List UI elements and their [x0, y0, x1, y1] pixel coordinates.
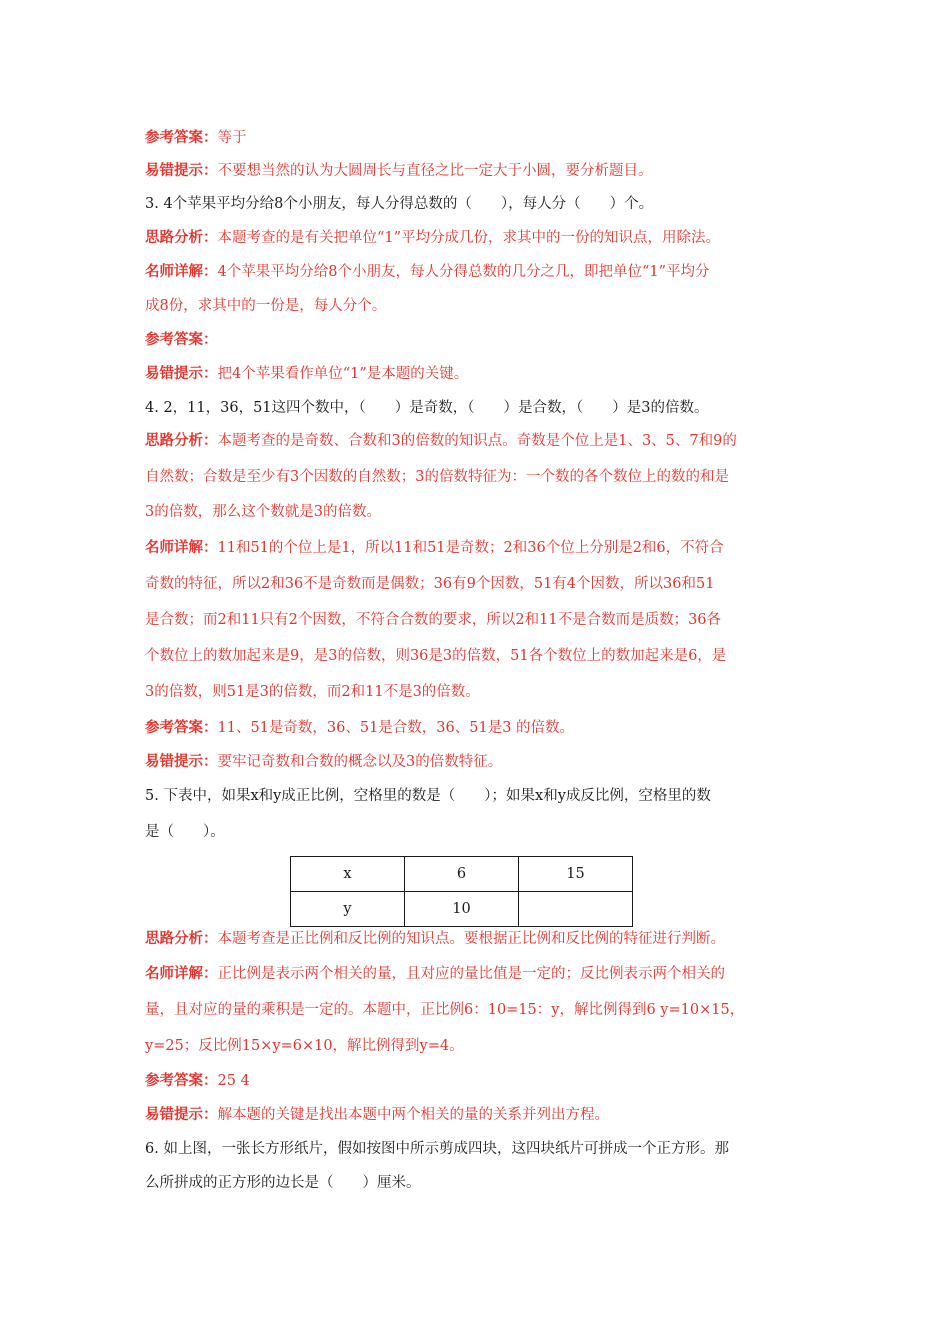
answer-line: 参考答案：25 4	[145, 1073, 250, 1089]
question-5: 5. 下表中，如果x和y成正比例，空格里的数是（ ）；如果x和y成反比例，空格里的数	[145, 788, 711, 804]
explanation-line-cont: 奇数的特征，所以2和36不是奇数而是偶数；36有9个因数，51有4个因数，所以36和51	[145, 576, 715, 592]
error-tip-line: 易错提示：把4个苹果看作单位“1”是本题的关键。	[145, 366, 469, 382]
question-6-cont: 么所拼成的正方形的边长是（ ）厘米。	[145, 1175, 421, 1191]
table-row	[291, 892, 633, 927]
error-tip-line: 易错提示：不要想当然的认为大圆周长与直径之比一定大于小圆，要分析题目。	[145, 163, 653, 179]
table-cell: 10	[405, 892, 519, 927]
analysis-line-cont: 自然数；合数是至少有3个因数的自然数；3的倍数特征为：一个数的各个数位上的数的和是	[145, 469, 729, 485]
analysis-line: 思路分析：本题考查的是有关把单位“1”平均分成几份，求其中的一份的知识点，用除法。	[145, 230, 721, 246]
explanation-line-cont: y=25；反比例15×y=6×10，解比例得到y=4。	[145, 1038, 464, 1054]
error-tip-line: 易错提示：解本题的关键是找出本题中两个相关的量的关系并列出方程。	[145, 1107, 609, 1123]
proportion-table	[290, 856, 633, 927]
explanation-line: 名师详解：11和51的个位上是1，所以11和51是奇数；2和36个位上分别是2和6，不符合	[145, 540, 724, 556]
explanation-line: 名师详解：4个苹果平均分给8个小朋友，每人分得总数的几分之几，即把单位“1”平均分	[145, 264, 710, 280]
question-3: 3. 4个苹果平均分给8个小朋友，每人分得总数的（ ），每人分（ ）个。	[145, 196, 654, 212]
answer-line: 参考答案：11、51是奇数，36、51是合数，36、51是3 的倍数。	[145, 720, 575, 736]
question-5-cont: 是（ ）。	[145, 824, 225, 840]
question-6: 6. 如上图，一张长方形纸片，假如按图中所示剪成四块，这四块纸片可拼成一个正方形。那	[145, 1141, 729, 1157]
analysis-line: 思路分析：本题考查是正比例和反比例的知识点。要根据正比例和反比例的特征进行判断。	[145, 931, 725, 947]
analysis-line-cont: 3的倍数，那么这个数就是3的倍数。	[145, 504, 381, 520]
explanation-line-cont: 是合数；而2和11只有2个因数，不符合合数的要求，所以2和11不是合数而是质数；36各	[145, 612, 722, 628]
table-cell: 15	[519, 857, 633, 892]
table-cell: x	[291, 857, 405, 892]
explanation-line-cont: 3的倍数，则51是3的倍数，而2和11不是3的倍数。	[145, 684, 480, 700]
explanation-line-cont: 量，且对应的量的乘积是一定的。本题中，正比例6：10=15：y，解比例得到6 y=10×15，	[145, 1002, 745, 1018]
answer-line: 参考答案：	[145, 332, 218, 348]
table-row	[291, 857, 633, 892]
explanation-line-cont: 成8份，求其中的一份是，每人分个。	[145, 298, 387, 314]
explanation-line: 名师详解：正比例是表示两个相关的量，且对应的量比值是一定的；反比例表示两个相关的	[145, 966, 725, 982]
analysis-line: 思路分析：本题考查的是奇数、合数和3的倍数的知识点。奇数是个位上是1、3、5、7和9的	[145, 433, 737, 449]
table-cell	[519, 892, 633, 927]
table-cell: 6	[405, 857, 519, 892]
error-tip-line: 易错提示：要牢记奇数和合数的概念以及3的倍数特征。	[145, 754, 503, 770]
explanation-line-cont: 个数位上的数加起来是9，是3的倍数，则36是3的倍数，51各个数位上的数加起来是6，是	[145, 648, 727, 664]
question-4: 4. 2，11，36，51这四个数中，（ ）是奇数，（ ）是合数，（ ）是3的倍数。	[145, 400, 709, 416]
table-cell: y	[291, 892, 405, 927]
answer-line: 参考答案：等于	[145, 130, 247, 146]
